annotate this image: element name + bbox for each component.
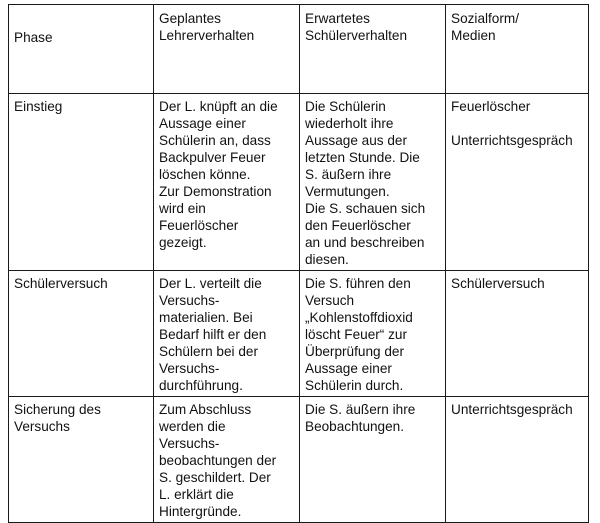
- cell-phase: Schülerversuch: [9, 271, 154, 397]
- cell-teacher-behavior: Der L. knüpft an die Aussage einer Schülerin an, dass Backpulver Feuer löschen könne. Zur Demonstration wird ein Feuerlöscher gezeigt.: [154, 94, 300, 271]
- cell-student-behavior: Die S. äußern ihre Beobachtungen.: [300, 397, 446, 523]
- table-row: [9, 271, 589, 397]
- header-phase: Phase: [9, 5, 154, 94]
- cell-student-behavior: Die Schülerin wiederholt ihre Aussage aus der letzten Stunde. Die S. äußern ihre Vermutungen. Die S. schauen sich den Feuerlöscher an und beschreiben diesen.: [300, 94, 446, 271]
- header-student-behavior: Erwartetes Schülerverhalten: [300, 5, 446, 94]
- header-teacher-behavior: Geplantes Lehrerverhalten: [154, 5, 300, 94]
- media-item: Feuerlöscher: [451, 99, 531, 114]
- cell-teacher-behavior: Der L. verteilt die Versuchs- materialien. Bei Bedarf hilft er den Schülern bei der Versuchs- durchführung.: [154, 271, 300, 397]
- cell-phase: Sicherung des Versuchs: [9, 397, 154, 523]
- header-social-form-media: Sozialform/ Medien: [446, 5, 589, 94]
- table-row: [9, 397, 589, 523]
- cell-social-form-media: Unterrichtsgespräch: [446, 397, 589, 523]
- cell-teacher-behavior: Zum Abschluss werden die Versuchs- beobachtungen der S. geschildert. Der L. erklärt die Hintergründe.: [154, 397, 300, 523]
- media-item: Unterrichtsgespräch: [451, 133, 573, 148]
- cell-student-behavior: Die S. führen den Versuch „Kohlenstoffdioxid löscht Feuer“ zur Überprüfung der Aussage einer Schülerin durch.: [300, 271, 446, 397]
- lesson-plan-document: [8, 4, 589, 523]
- cell-social-form-media: [446, 94, 589, 271]
- table-row: [9, 94, 589, 271]
- cell-phase: Einstieg: [9, 94, 154, 271]
- cell-social-form-media: Schülerversuch: [446, 271, 589, 397]
- table-header-row: [9, 5, 589, 94]
- lesson-plan-table: [8, 4, 589, 523]
